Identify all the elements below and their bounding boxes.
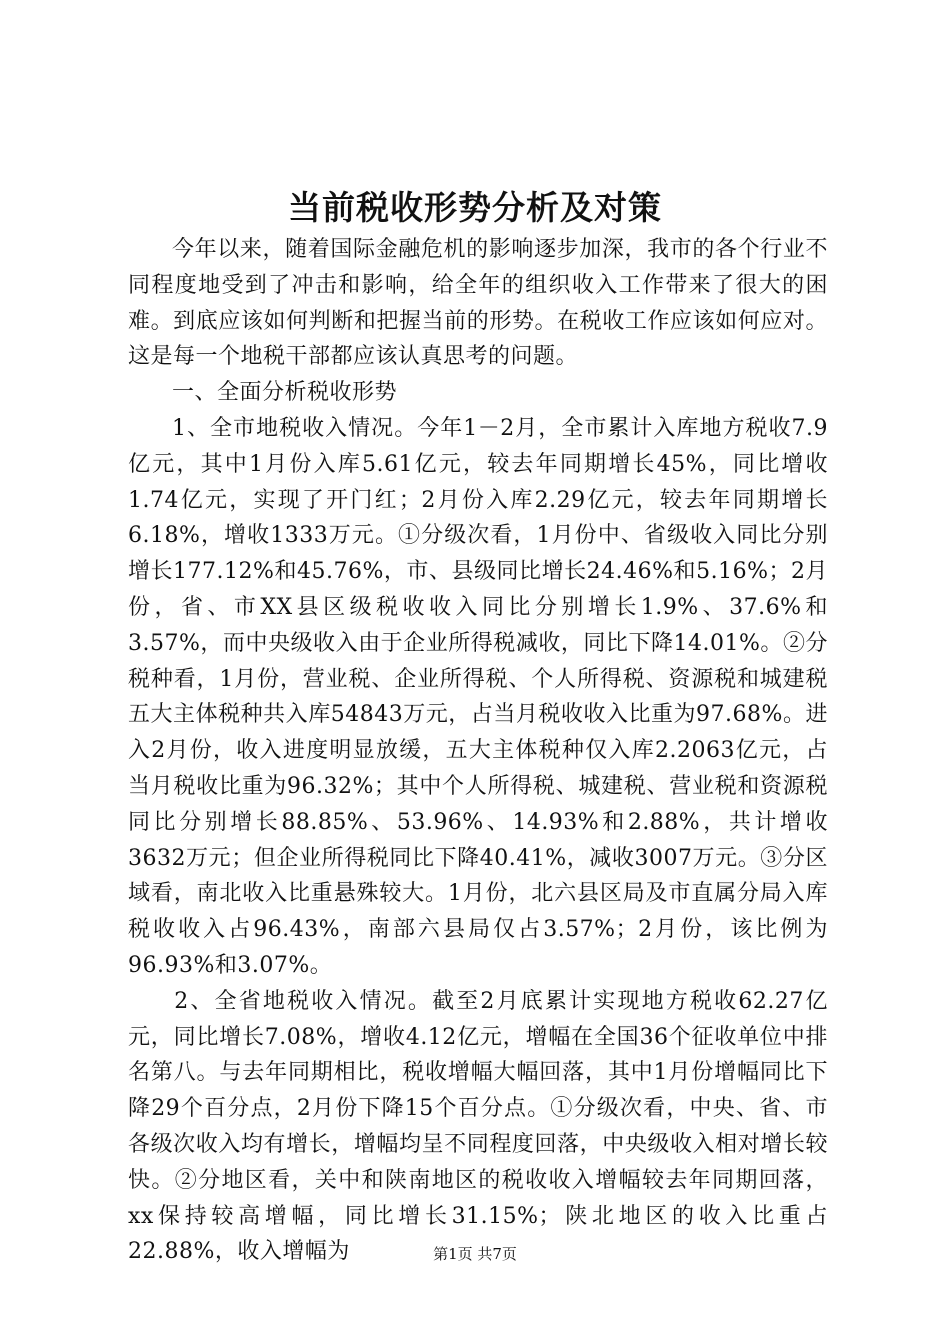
section-heading: 一、全面分析税收形势 bbox=[172, 380, 398, 406]
city-tax-paragraph: 1、全市地税收入情况。今年1－2月，全市累计入库地方税收7.9亿元，其中1月份入库5.61亿元，较去年同期增长45%，同比增收1.74亿元，实现了开门红；2月份入库2.29亿元，较去年同期增长6.18%，增收1333万元。①分级次看，1月份中、省级收入同比分别增长177.12%和45.76%，市、县级同比增长24.46%和5.16%；2月份，省、市XX县区级税收收入同比分别增长1.9%、37.6%和3.57%，而中央级收入由于企业所得税减收，同比下降14.01%。②分税种看，1月份，营业税、企业所得税、个人所得税、资源税和城建税五大主体税种共入库54843万元，占当月税收收入比重为97.68%。进入2月份，收入进度明显放缓，五大主体税种仅入库2.2063亿元，占当月税收比重为96.32%；其中个人所得税、城建税、营业税和资源税同比分别增长88.85%、53.96%、14.93%和2.88%，共计增收3632万元；但企业所得税同比下降40.41%，减收3007万元。③分区域看，南北收入比重悬殊较大。1月份，北六县区局及市直属分局入库税收收入占96.43%，南部六县局仅占3.57%；2月份，该比例为96.93%和3.07%。 bbox=[128, 415, 828, 978]
page-number-footer: 第1页 共7页 bbox=[433, 1245, 517, 1263]
document-body bbox=[128, 232, 828, 1270]
intro-paragraph: 今年以来，随着国际金融危机的影响逐步加深，我市的各个行业不同程度地受到了冲击和影响，给全年的组织收入工作带来了很大的困难。到底应该如何判断和把握当前的形势。在税收工作应该如何应对。这是每一个地税干部都应该认真思考的问题。 bbox=[128, 237, 828, 370]
document-title: 当前税收形势分析及对策 bbox=[288, 188, 662, 227]
province-tax-paragraph: 2、全省地税收入情况。截至2月底累计实现地方税收62.27亿元，同比增长7.08%，增收4.12亿元，增幅在全国36个征收单位中排名第八。与去年同期相比，税收增幅大幅回落，其中1月份增幅同比下降29个百分点，2月份下降15个百分点。①分级次看，中央、省、市各级次收入均有增长，增幅均呈不同程度回落，中央级收入相对增长较快。②分地区看，关中和陕南地区的税收收入增幅较去年同期回落，xx保持较高增幅，同比增长31.15%；陕北地区的收入比重占22.88%，收入增幅为 bbox=[128, 988, 828, 1265]
